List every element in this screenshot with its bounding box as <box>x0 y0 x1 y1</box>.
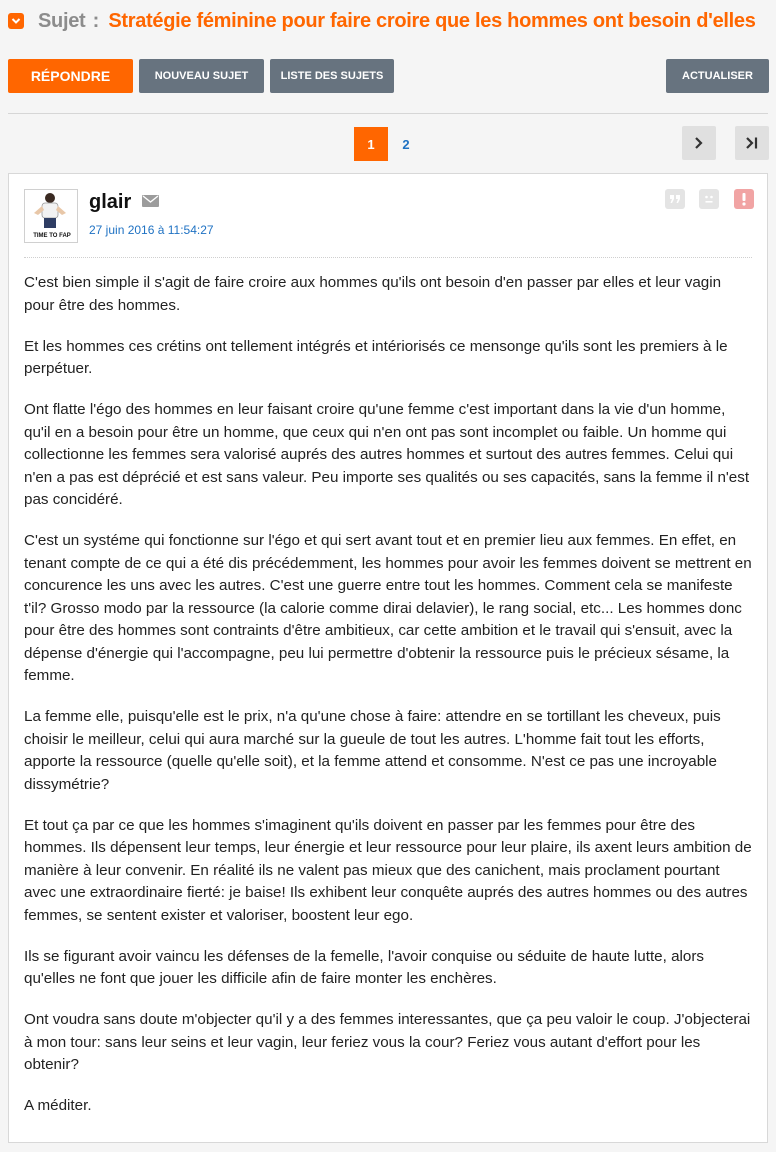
avatar-figure-icon <box>25 190 77 230</box>
post-paragraph: C'est bien simple il s'agit de faire croire aux hommes qu'ils ont besoin d'en passer par elles et leur vagin pour être des hommes. <box>24 274 722 314</box>
next-page-button[interactable] <box>682 126 716 160</box>
reply-button[interactable]: RÉPONDRE <box>8 59 133 93</box>
chevron-right-icon <box>693 136 705 150</box>
avatar[interactable] <box>24 189 78 243</box>
author-name[interactable]: glair <box>89 191 132 213</box>
forum-post <box>8 173 768 1143</box>
mail-icon[interactable] <box>142 195 159 207</box>
report-button[interactable] <box>734 189 754 209</box>
topic-title <box>38 10 756 33</box>
avatar-caption: TIME TO FAP <box>33 233 71 239</box>
chevron-last-icon <box>744 136 760 150</box>
post-body <box>24 272 754 1136</box>
new-topic-button[interactable]: NOUVEAU SUJET <box>139 59 264 93</box>
topic-dropdown-toggle[interactable] <box>8 13 24 29</box>
topic-header <box>8 6 756 36</box>
post-paragraph: Ils se figurant avoir vaincu les défenses de la femelle, l'avoir conquise ou séduite de haute lutte, alors qu'elles ne font que jouer les difficile afin de faire monter les enchères. <box>24 947 704 987</box>
post-header-separator <box>24 257 752 258</box>
topic-separator: : <box>92 9 100 32</box>
refresh-button[interactable]: ACTUALISER <box>666 59 769 93</box>
frown-face-icon <box>702 192 716 206</box>
quote-button[interactable] <box>665 189 685 209</box>
topic-prefix: Sujet <box>38 9 86 32</box>
page-1-current: 1 <box>354 127 388 161</box>
chevron-down-icon <box>11 17 21 25</box>
toolbar-divider <box>8 113 768 114</box>
post-date[interactable]: 27 juin 2016 à 11:54:27 <box>89 223 214 237</box>
page-2-link[interactable]: 2 <box>402 136 410 152</box>
post-paragraph: Ont flatte l'égo des hommes en leur faisant croire qu'une femme c'est important dans la vie d'un homme, qu'il en a besoin pour être un homme, que ceux qui n'en ont pas sont incomplet ou faible. Un homme qui collectionne les femmes sera valorisé auprés des autres hommes et surtout des autres femmes. Celui qui n'en a pas est déprécié et est sans valeur. Peu importe ses qualités ou ses capacités, sans la femme il n'est pas concidéré. <box>24 401 750 508</box>
alert-icon <box>741 192 747 206</box>
post-paragraph: Et tout ça par ce que les hommes s'imaginent qu'ils doivent en passer par les femmes pour être des hommes. Ils dépensent leur temps, leur énergie et leur ressource pour leur plaire, ils axent leurs ambition de manière à leur convenir. En réalité ils ne valent pas mieux que des canichent, mais proclament pourtant avec une extraordinaire fierté: je baise! Ils exhibent leur conquête auprés des autres hommes ou des autres femmes, se sentent exister et valoriser, boostent leur ego. <box>24 816 752 924</box>
topic-list-button[interactable]: LISTE DES SUJETS <box>270 59 394 93</box>
post-paragraph: A méditer. <box>24 1097 92 1114</box>
dislike-button[interactable] <box>699 189 719 209</box>
post-paragraph: Ont voudra sans doute m'objecter qu'il y a des femmes interessantes, que ça peu valoir le coup. J'objecterai à mon tour: sans leur seins et leur vagin, leur feriez vous la cour? Feriez vous autant d'effort pour les obtenir? <box>24 1011 751 1073</box>
topic-name: Stratégie féminine pour faire croire que les hommes ont besoin d'elles <box>108 9 756 32</box>
last-page-button[interactable] <box>735 126 769 160</box>
post-paragraph: C'est un systéme qui fonctionne sur l'égo et qui sert avant tout et en premier lieu aux femmes. En effet, en tenant compte de ce qui a été dis précédemment, les hommes pour avoir les femmes doivent se mettrent en concurence les uns avec les autres. C'est une guerre entre tout les hommes. Comment cela se manifeste t'il? Grosso modo par la ressource (la calorie comme dirai delavier), le rang social, etc... Les hommes donc pour être des hommes sont contraints d'être ambitieux, car cette ambition et le travail qui s'ensuit, avec la dépense d'énergie qui l'accompagne, peu lui permettre d'obtenir la ressource puis le précieux sésame, la femme. <box>24 532 752 684</box>
post-paragraph: Et les hommes ces crétins ont tellement intégrés et intériorisés ce mensonge qu'ils sont les premiers à le perpétuer. <box>24 337 728 377</box>
quote-icon <box>669 194 681 204</box>
post-paragraph: La femme elle, puisqu'elle est le prix, n'a qu'une chose à faire: attendre en se tortillant les cheveux, puis choisir le meilleur, celui qui aura marché sur la gueule de tout les autres. L'homme fait tout les efforts, apporte la ressource (quelle qu'elle soit), et la femme attend et consomme. N'est ce pas une incroyable dissymétrie? <box>24 708 721 793</box>
